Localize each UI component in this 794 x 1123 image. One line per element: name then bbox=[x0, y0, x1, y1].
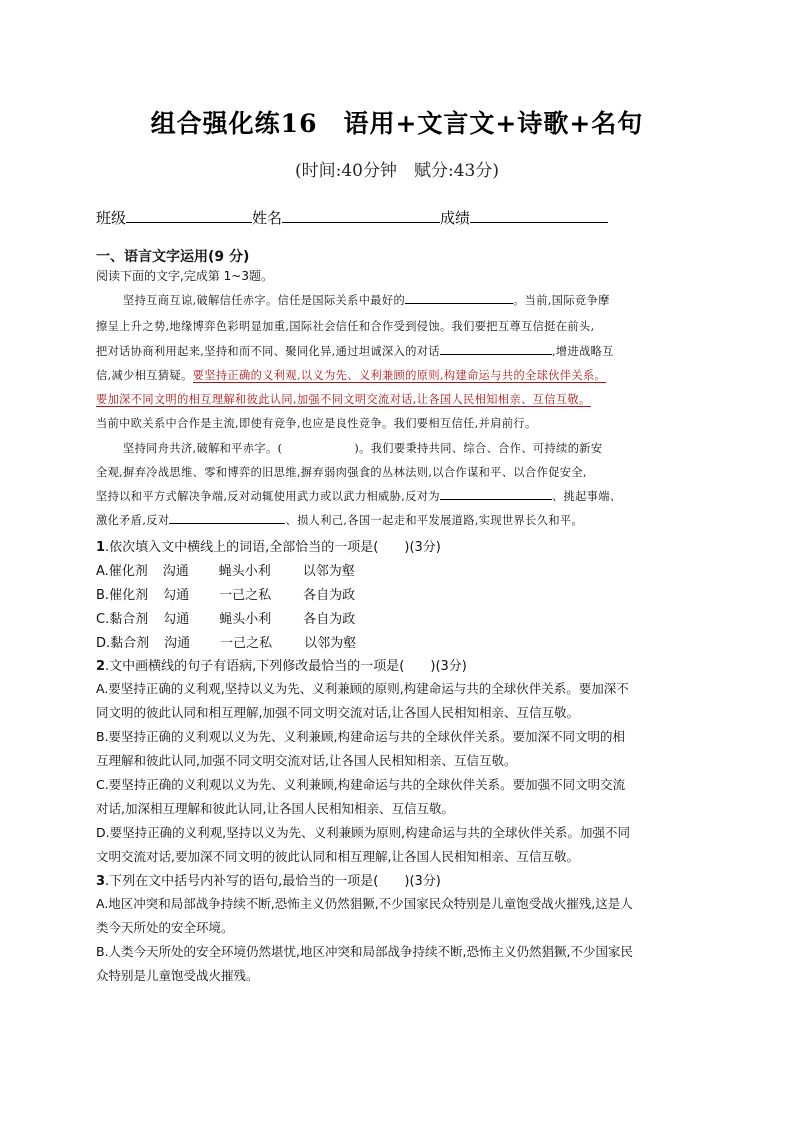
passage-line: 坚持以和平方式解决争端,反对动辄使用武力或以武力相威胁,反对为 、挑起事端、 bbox=[96, 490, 622, 503]
passage-line: 坚持互商互谅,破解信任赤字。信任是国际关系中最好的 。当前,国际竞争摩 bbox=[123, 294, 610, 307]
passage-line: 当前中欧关系中合作是主流,即使有竞争,也应是良性竞争。我们要相互信任,并肩前行。 bbox=[96, 417, 537, 430]
passage-line: 全观,摒弃冷战思维、零和博弈的旧思维,摒弃弱肉强食的丛林法则,以合作谋和平、以合作促安全, bbox=[96, 466, 587, 479]
question-2-option-a[interactable]: A.要坚持正确的义利观,坚持以义为先、义利兼顾的原则,构建命运与共的全球伙伴关系。要加深不 bbox=[96, 681, 629, 696]
score-field[interactable] bbox=[470, 206, 608, 223]
blank-2[interactable] bbox=[440, 343, 552, 355]
question-2-option-d[interactable]: D.要坚持正确的义利观,坚持以义为先、义利兼顾为原则,构建命运与共的全球伙伴关系。加强不同 bbox=[96, 825, 631, 840]
question-3-option-a-cont: 类今天所处的安全环境。 bbox=[96, 920, 234, 935]
passage-line bbox=[96, 391, 698, 407]
question-3-option-b-cont: 众特别是儿童饱受战火摧残。 bbox=[96, 968, 259, 983]
question-3-option-b[interactable]: B.人类今天所处的安全环境仍然堪忧,地区冲突和局部战争持续不断,恐怖主义仍然猖獗,不少国家民 bbox=[96, 944, 633, 959]
question-2-option-d-cont: 文明交流对话,要加深不同文明的彼此认同和相互理解,让各国人民相知相亲、互信互敬。 bbox=[96, 849, 579, 864]
question-3-option-a[interactable]: A.地区冲突和局部战争持续不断,恐怖主义仍然猖獗,不少国家民众特别是儿童饱受战火摧残,这是人 bbox=[96, 896, 633, 911]
passage-line: 激化矛盾,反对 、损人利己,各国一起走和平发展道路,实现世界长久和平。 bbox=[96, 514, 584, 527]
section-heading: 一、语言文字运用(9 分) bbox=[96, 249, 250, 265]
name-label: 姓名 bbox=[252, 209, 283, 227]
question-1-stem: 1.依次填入文中横线上的词语,全部恰当的一项是( )(3分) bbox=[96, 540, 441, 555]
underlined-sentence: 要加深不同文明的相互理解和彼此认同,加强不同文明交流对话,让各国人民相知相亲、互信互敬。 bbox=[96, 393, 591, 406]
question-1-option-d[interactable]: D.黏合剂 沟通 一己之私 以邻为壑 bbox=[96, 636, 357, 651]
question-1-option-a[interactable]: A.催化剂 沟通 蝇头小利 以邻为壑 bbox=[96, 564, 355, 579]
passage-line: 坚持同舟共济,破解和平赤字。( )。我们要秉持共同、综合、合作、可持续的新安 bbox=[123, 442, 603, 455]
name-field[interactable] bbox=[282, 206, 440, 223]
student-info-line bbox=[96, 206, 608, 228]
question-2-option-b[interactable]: B.要坚持正确的义利观以义为先、义利兼顾,构建命运与共的全球伙伴关系。要加深不同文明的相 bbox=[96, 729, 626, 744]
question-2-option-c[interactable]: C.要坚持正确的义利观以义为先、义利兼顾,构建命运与共的全球伙伴关系。要加强不同文明交流 bbox=[96, 777, 626, 792]
question-3-stem: 3.下列在文中括号内补写的语句,最恰当的一项是( )(3分) bbox=[96, 874, 441, 889]
underlined-sentence: 要坚持正确的义利观,以义为先、义利兼顾的原则,构建命运与共的全球伙伴关系。 bbox=[192, 369, 607, 382]
passage-line: 把对话协商利用起来,坚持和而不同、聚同化异,通过坦诚深入的对话 ,增进战略互 bbox=[96, 345, 614, 358]
question-1-option-b[interactable]: B.催化剂 勾通 一己之私 各自为政 bbox=[96, 588, 356, 603]
blank-3[interactable] bbox=[440, 488, 552, 500]
score-label: 成绩 bbox=[440, 209, 471, 227]
class-field[interactable] bbox=[126, 206, 252, 223]
question-2-stem: 2.文中画横线的句子有语病,下列修改最恰当的一项是( )(3分) bbox=[96, 659, 467, 674]
time-score-subtitle: (时间:40分钟 赋分:43分) bbox=[295, 161, 499, 181]
question-2-option-a-cont: 同文明的彼此认同和相互理解,加强不同文明交流对话,让各国人民相知相亲、互信互敬。 bbox=[96, 705, 579, 720]
question-2-option-b-cont: 互理解和彼此认同,加强不同文明交流对话,让各国人民相知相亲、互信互敬。 bbox=[96, 753, 517, 768]
question-2-option-c-cont: 对话,加深相互理解和彼此认同,让各国人民相知相亲、互信互敬。 bbox=[96, 801, 454, 816]
page-title: 组合强化练16 语用+文言文+诗歌+名句 bbox=[150, 109, 644, 138]
blank-1[interactable] bbox=[405, 292, 513, 304]
section-instruction: 阅读下面的文字,完成第 1~3题。 bbox=[96, 269, 273, 283]
class-label: 班级 bbox=[96, 209, 127, 227]
blank-4[interactable] bbox=[169, 512, 285, 524]
passage-line: 信,减少相互猜疑。要坚持正确的义利观,以义为先、义利兼顾的原则,构建命运与共的全球伙伴关系。 bbox=[96, 369, 607, 382]
question-1-option-c[interactable]: C.黏合剂 勾通 蝇头小利 各自为政 bbox=[96, 612, 356, 627]
passage-line: 擦呈上升之势,地缘博弈色彩明显加重,国际社会信任和合作受到侵蚀。我们要把互尊互信挺在前头, bbox=[96, 320, 595, 333]
